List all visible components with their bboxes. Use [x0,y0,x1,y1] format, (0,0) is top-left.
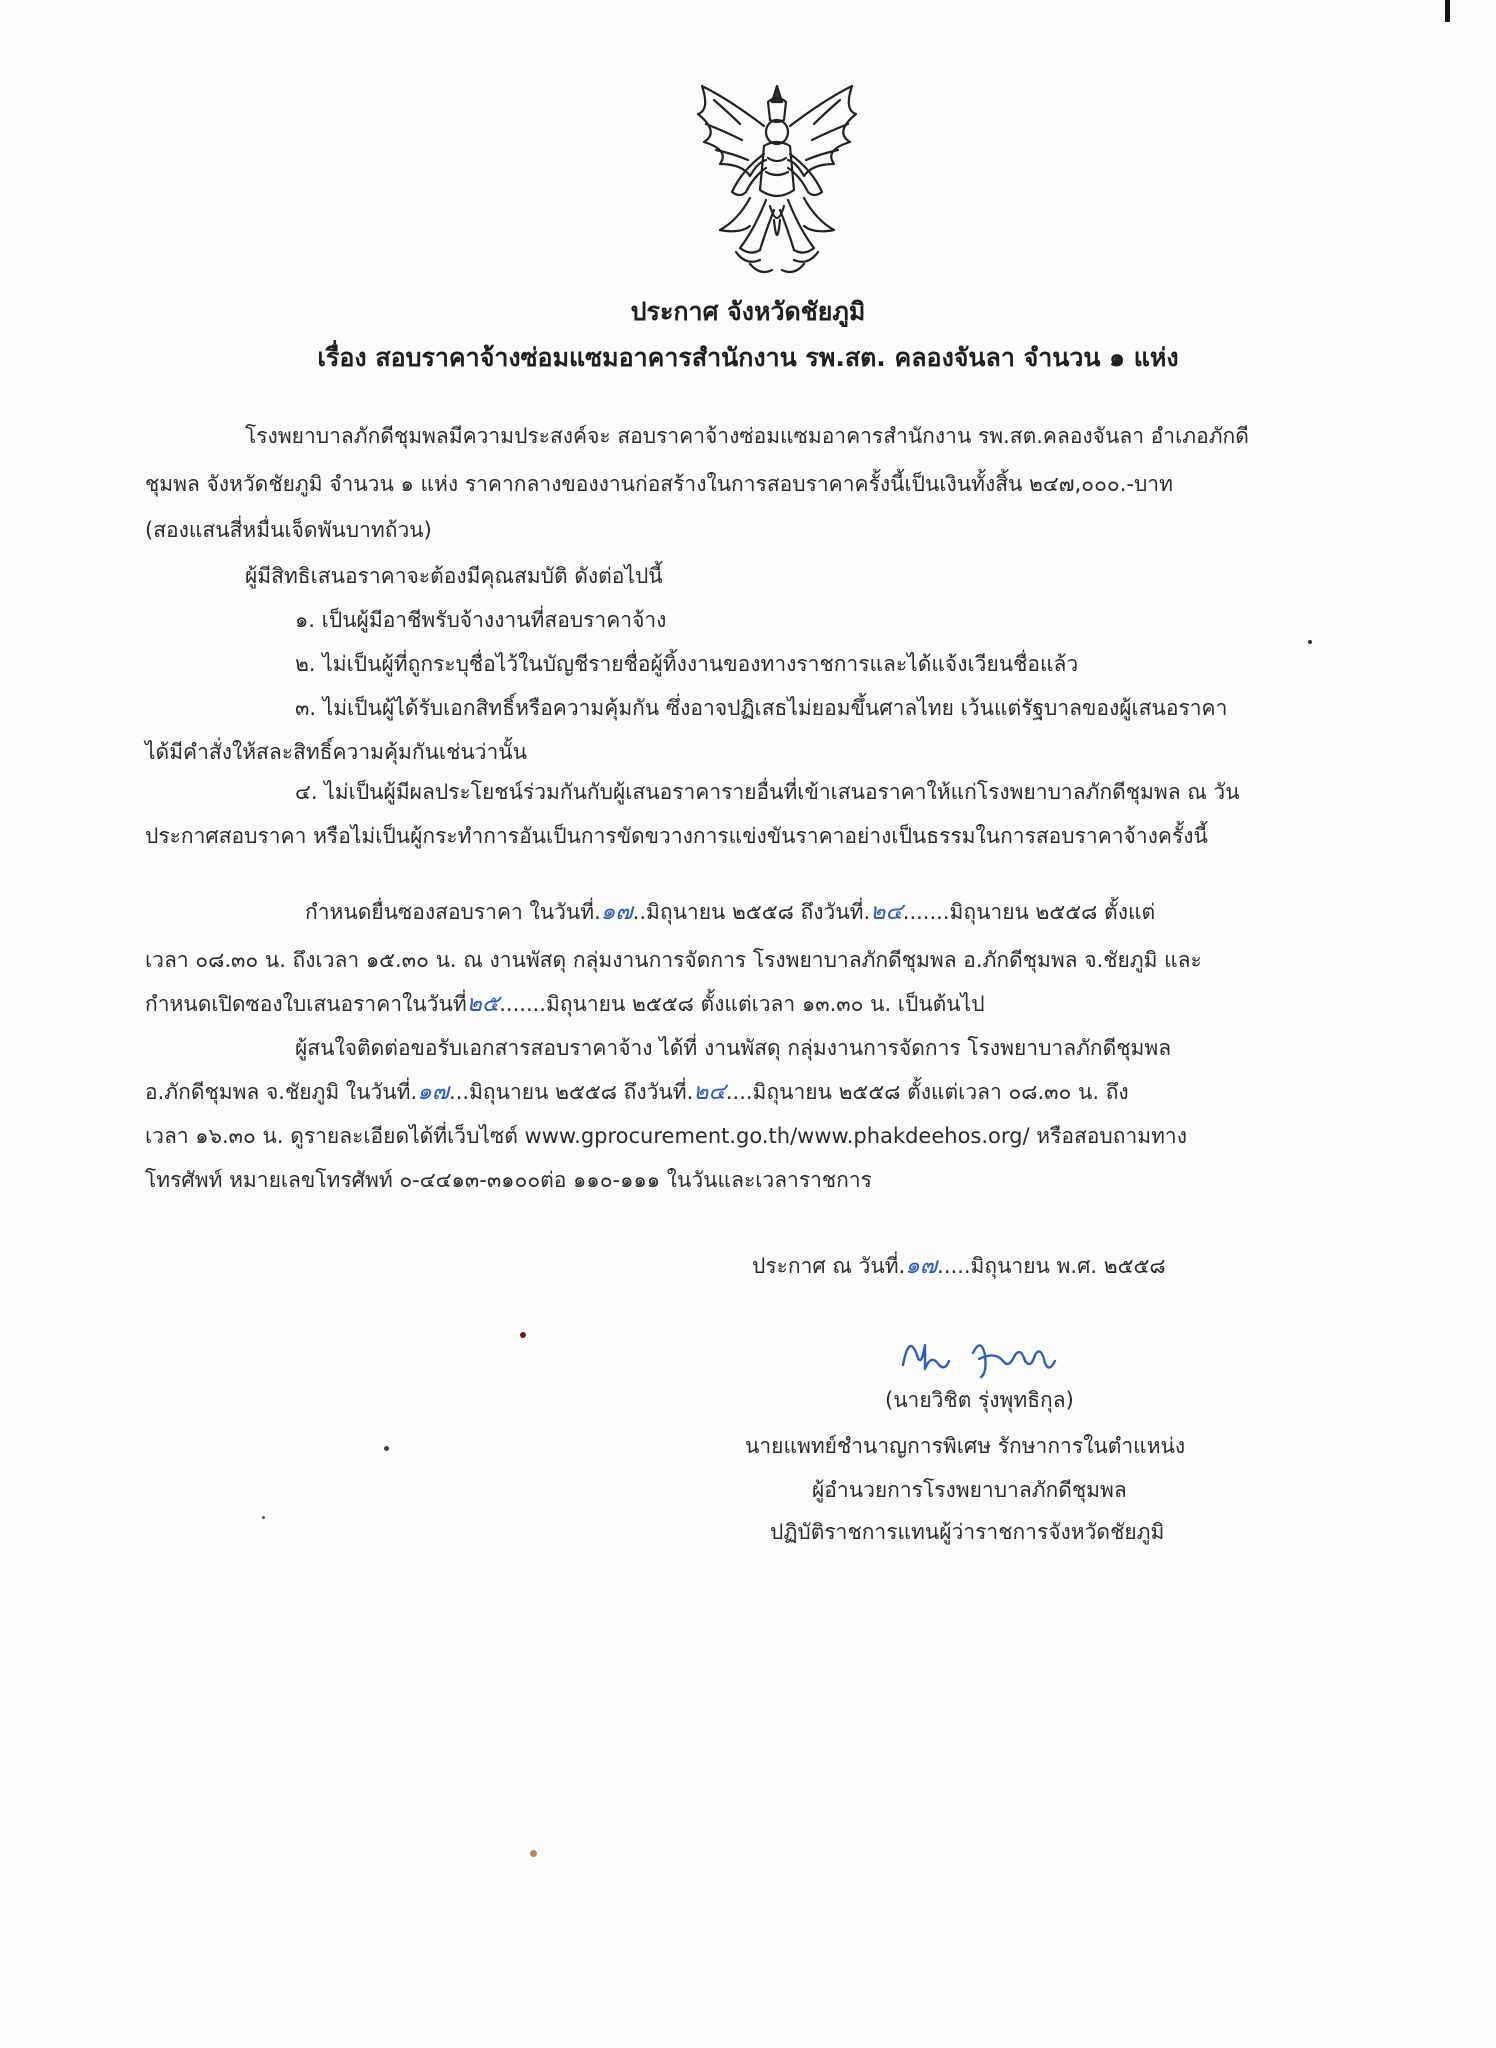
contact-text-b: ...มิถุนายน ๒๕๕๘ ถึงวันที่. [449,1080,694,1104]
contact-line-2 [145,1076,1129,1108]
signer-name: (นายวิชิต รุ่งพุทธิกุล) [885,1388,1074,1412]
scan-speck [262,1516,265,1519]
date-text-a: ประกาศ ณ วันที่. [752,1254,906,1278]
opening-text-a: กำหนดเปิดซองใบเสนอราคาในวันที่ [145,992,467,1016]
scan-speck [520,1332,526,1338]
handwritten-day: ๑๗ [905,1253,938,1279]
handwritten-signature [895,1325,1095,1381]
handwritten-day: ๒๕ [466,991,500,1017]
qualification-4-line-2: ประกาศสอบราคา หรือไม่เป็นผู้กระทำการอันเป็นการขัดขวางการแข่งขันราคาอย่างเป็นธรรมในการสอบราคาจ้างครั้งนี้ [145,824,1208,848]
submission-text-c: .......มิถุนายน ๒๕๕๘ ตั้งแต่ [902,900,1156,924]
qualifications-intro: ผู้มีสิทธิเสนอราคาจะต้องมีคุณสมบัติ ดังต่อไปนี้ [245,564,663,588]
garuda-emblem-icon [680,80,875,280]
handwritten-day: ๒๔ [693,1079,726,1105]
handwritten-day: ๑๗ [600,899,633,925]
scan-speck [384,1446,389,1451]
submission-line-2: เวลา ๐๘.๓๐ น. ถึงเวลา ๑๕.๓๐ น. ณ งานพัสดุ กลุ่มงานการจัดการ โรงพยาบาลภักดีชุมพล อ.ภักดีชุมพล จ.ชัยภูมิ และ [145,948,1202,972]
contact-text-a: อ.ภักดีชุมพล จ.ชัยภูมิ ในวันที่. [145,1080,418,1104]
submission-text-b: ..มิถุนายน ๒๕๕๘ ถึงวันที่. [632,900,871,924]
submission-line-3 [145,988,985,1020]
signer-title-2: ผู้อำนวยการโรงพยาบาลภักดีชุมพล [812,1478,1127,1502]
contact-text-c: ....มิถุนายน ๒๕๕๘ ตั้งแต่เวลา ๐๘.๓๐ น. ถึง [725,1080,1129,1104]
qualification-3-line-2: ได้มีคำสั่งให้สละสิทธิ์ความคุ้มกันเช่นว่านั้น [145,740,528,764]
paragraph-1-line-2: ชุมพล จังหวัดชัยภูมิ จำนวน ๑ แห่ง ราคากลางของงานก่อสร้างในการสอบราคาครั้งนี้เป็นเงินทั้งสิ้น ๒๔๗,๐๐๐.-บาท [145,472,1173,496]
paragraph-1-line-1: โรงพยาบาลภักดีชุมพลมีความประสงค์จะ สอบราคาจ้างซ่อมแซมอาคารสำนักงาน รพ.สต.คลองจันลา อำเภอภักดี [245,424,1249,448]
qualification-4-line-1: ๔. ไม่เป็นผู้มีผลประโยชน์ร่วมกันกับผู้เสนอราคารายอื่นที่เข้าเสนอราคาให้แก่โรงพยาบาลภักดีชุมพล ณ วัน [295,780,1240,804]
qualification-1: ๑. เป็นผู้มีอาชีพรับจ้างงานที่สอบราคาจ้าง [295,608,667,632]
signer-title-1: นายแพทย์ชำนาญการพิเศษ รักษาการในตำแหน่ง [745,1434,1186,1458]
date-text-b: .....มิถุนายน พ.ศ. ๒๕๕๘ [937,1254,1166,1278]
scan-speck [1308,640,1312,644]
paragraph-1-line-3: (สองแสนสี่หมื่นเจ็ดพันบาทถ้วน) [145,518,432,542]
handwritten-day: ๑๗ [417,1079,450,1105]
contact-line-4: โทรศัพท์ หมายเลขโทรศัพท์ ๐-๔๔๑๓-๓๑๐๐ต่อ ๑๑๐-๑๑๑ ในวันและเวลาราชการ [145,1168,872,1192]
qualification-3-line-1: ๓. ไม่เป็นผู้ได้รับเอกสิทธิ์หรือความคุ้มกัน ซึ่งอาจปฏิเสธไม่ยอมขึ้นศาลไทย เว้นแต่รัฐบาลของผู้เสนอราคา [295,696,1228,720]
handwritten-day: ๒๔ [870,899,903,925]
announcement-date [752,1250,1166,1282]
subject-line: เรื่อง สอบราคาจ้างซ่อมแซมอาคารสำนักงาน รพ.สต. คลองจันลา จำนวน ๑ แห่ง [317,343,1179,372]
submission-text-a: กำหนดยื่นซองสอบราคา ในวันที่. [305,900,601,924]
qualification-2: ๒. ไม่เป็นผู้ที่ถูกระบุชื่อไว้ในบัญชีรายชื่อผู้ทิ้งงานของทางราชการและได้แจ้งเวียนชื่อแล้ว [295,652,1079,676]
page-title: ประกาศ จังหวัดชัยภูมิ [630,297,866,326]
scan-mark [1445,0,1450,22]
scan-speck [530,1850,537,1857]
opening-text-b: .......มิถุนายน ๒๕๕๘ ตั้งแต่เวลา ๑๓.๓๐ น. เป็นต้นไป [499,992,985,1016]
contact-line-3: เวลา ๑๖.๓๐ น. ดูรายละเอียดได้ที่เว็บไซต์ www.gprocurement.go.th/www.phakdeehos.org/ หรือสอบถามทาง [145,1124,1187,1148]
submission-line-1 [305,896,1155,928]
contact-line-1: ผู้สนใจติดต่อขอรับเอกสารสอบราคาจ้าง ได้ที่ งานพัสดุ กลุ่มงานการจัดการ โรงพยาบาลภักดีชุมพล [295,1036,1172,1060]
signer-title-3: ปฏิบัติราชการแทนผู้ว่าราชการจังหวัดชัยภูมิ [770,1520,1165,1544]
